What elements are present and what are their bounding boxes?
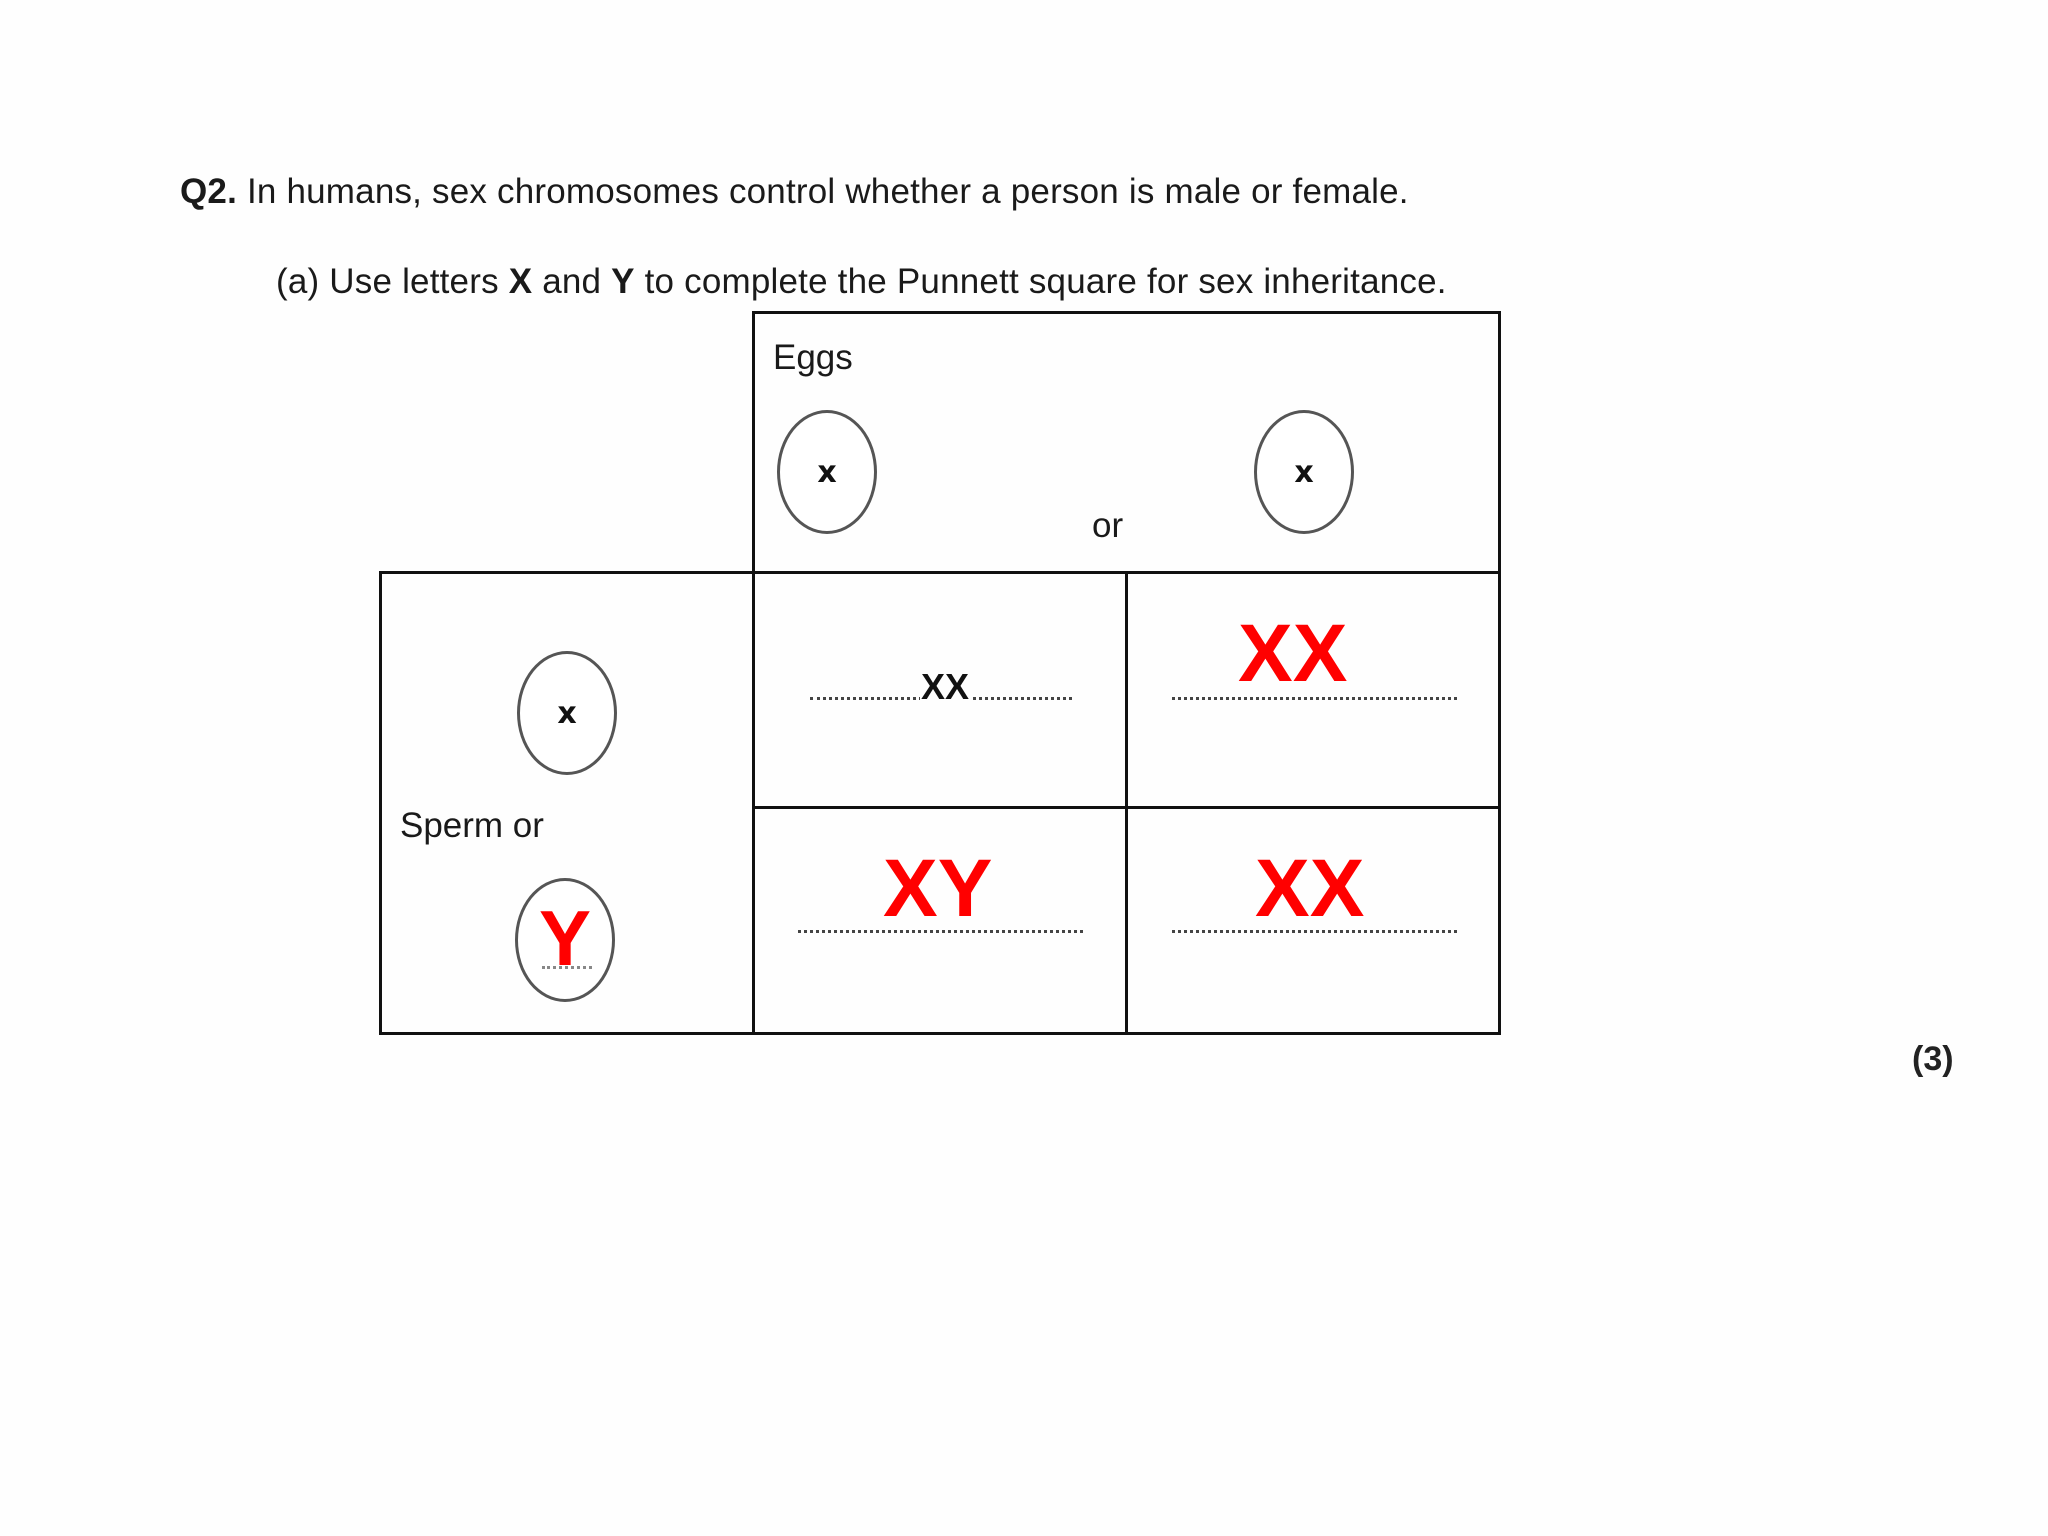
part-a-label: (a) Use letters bbox=[276, 262, 499, 301]
cell-r1c2-answer: XX bbox=[1238, 608, 1348, 699]
grid-vertical-line-middle bbox=[1125, 571, 1128, 1035]
letter-x: X bbox=[508, 262, 533, 301]
eggs-label: Eggs bbox=[773, 338, 853, 377]
eggs-or-label: or bbox=[1092, 506, 1124, 545]
egg-2-circle bbox=[1254, 410, 1354, 534]
sperm-2-circle bbox=[515, 878, 615, 1002]
grid-horizontal-line bbox=[752, 806, 1501, 809]
letter-y: Y bbox=[611, 262, 635, 301]
grid-vertical-line-left bbox=[752, 571, 755, 1035]
sperm-1-circle bbox=[517, 651, 617, 775]
egg-1-circle bbox=[777, 410, 877, 534]
cell-r2c2-answer: XX bbox=[1255, 843, 1365, 934]
question-number: Q2. bbox=[180, 172, 238, 211]
sperm-2-answer: Y bbox=[538, 894, 592, 982]
sperm-1-chromosome: x bbox=[557, 695, 577, 731]
cell-r2c1-answer: XY bbox=[883, 843, 993, 934]
part-a-instruction bbox=[276, 262, 1447, 302]
egg-2-chromosome: x bbox=[1294, 454, 1314, 490]
question-stem bbox=[180, 172, 1409, 212]
sperm-label: Sperm or bbox=[400, 806, 544, 845]
question-text: In humans, sex chromosomes control whether a person is male or female. bbox=[246, 172, 1409, 211]
egg-1-chromosome: x bbox=[817, 454, 837, 490]
sperm-2-answer-line bbox=[542, 966, 592, 969]
part-a-and: and bbox=[542, 262, 602, 301]
part-a-rest: to complete the Punnett square for sex inheritance. bbox=[644, 262, 1447, 301]
cell-r1c1-text: XX bbox=[921, 666, 970, 707]
marks-label: (3) bbox=[1912, 1040, 1954, 1078]
